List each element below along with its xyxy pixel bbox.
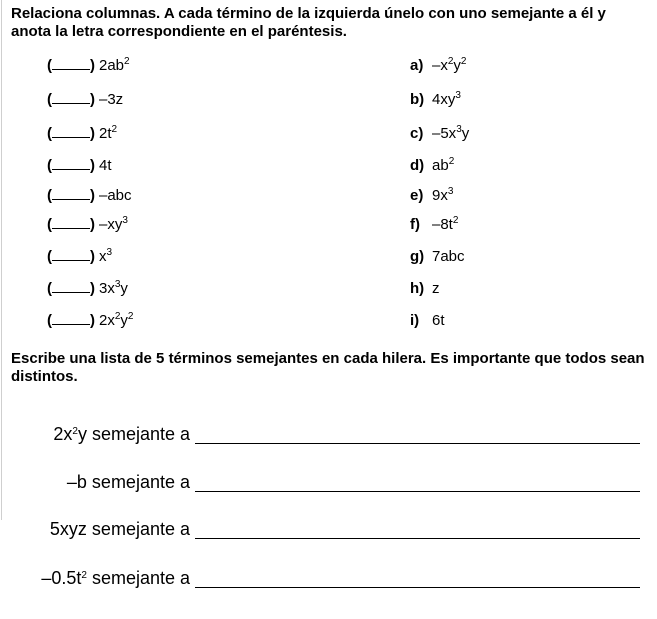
term-base: –abc	[99, 187, 132, 204]
option-text: y	[461, 125, 470, 142]
left-term-expression	[99, 91, 123, 108]
option-text: 6t	[432, 312, 445, 329]
match-row	[0, 280, 657, 300]
similar-terms-row	[0, 519, 657, 545]
answer-blank[interactable]	[52, 57, 90, 70]
similar-terms-label	[50, 519, 190, 540]
open-paren: (	[47, 216, 52, 233]
list-instructions: Escribe una lista de 5 términos semejantes en cada hilera. Es importante que todos sean distintos.	[11, 350, 645, 385]
open-paren: (	[47, 91, 52, 108]
option-letter: b)	[410, 91, 425, 108]
close-paren: )	[90, 248, 95, 265]
option-text: –8t	[432, 216, 453, 233]
left-term	[47, 157, 112, 174]
match-row	[0, 57, 657, 77]
left-term-expression	[99, 280, 128, 297]
left-term-expression	[99, 312, 133, 329]
option-text: –5x	[432, 125, 457, 142]
term-base: –xy	[99, 216, 123, 233]
answer-blank[interactable]	[52, 216, 90, 229]
open-paren: (	[47, 248, 52, 265]
option-exponent: 3	[447, 186, 454, 197]
right-option	[410, 187, 453, 204]
term-exponent: 3	[114, 279, 121, 290]
close-paren: )	[90, 280, 95, 297]
term-exponent: 3	[122, 215, 128, 226]
option-text: ab	[432, 157, 449, 174]
answer-blank[interactable]	[52, 280, 90, 293]
open-paren: (	[47, 157, 52, 174]
similar-terms-row	[0, 568, 657, 594]
option-letter: a)	[410, 57, 424, 74]
answer-line[interactable]	[195, 443, 640, 444]
option-exponent: 2	[460, 56, 467, 67]
right-option	[410, 280, 440, 297]
close-paren: )	[90, 312, 95, 329]
term-base: 3x	[99, 280, 115, 297]
match-row	[0, 125, 657, 145]
option-letter: g)	[410, 248, 425, 265]
close-paren: )	[90, 216, 95, 233]
label-text: 5xyz semejante a	[49, 519, 190, 539]
term-rest: y	[120, 280, 128, 297]
option-text: –x	[432, 57, 448, 74]
option-text: y	[453, 57, 461, 74]
close-paren: )	[90, 57, 95, 74]
close-paren: )	[90, 157, 95, 174]
right-option	[410, 312, 445, 329]
answer-blank[interactable]	[52, 248, 90, 261]
term-base: –3z	[99, 91, 124, 108]
term-base: 2t	[99, 125, 112, 142]
term-rest: y	[120, 312, 128, 329]
similar-terms-label	[41, 568, 190, 589]
match-row	[0, 187, 657, 207]
left-term-expression	[99, 157, 112, 174]
left-term	[47, 216, 128, 233]
open-paren: (	[47, 125, 52, 142]
option-exponent: 2	[452, 215, 459, 226]
match-row	[0, 312, 657, 332]
similar-terms-label	[53, 424, 190, 445]
left-term	[47, 125, 117, 142]
term-exponent: 2	[114, 311, 121, 322]
label-text: –b semejante a	[66, 472, 190, 492]
option-text: 4xy	[432, 91, 456, 108]
left-term	[47, 312, 133, 329]
option-exponent: 2	[447, 56, 454, 67]
answer-blank[interactable]	[52, 312, 90, 325]
left-term-expression	[99, 187, 132, 204]
left-term	[47, 187, 132, 204]
close-paren: )	[90, 187, 95, 204]
option-exponent: 2	[448, 156, 455, 167]
match-row	[0, 91, 657, 111]
open-paren: (	[47, 187, 52, 204]
label-exponent: 2	[72, 426, 78, 437]
label-text: 2x	[53, 424, 73, 444]
left-term-expression	[99, 57, 130, 74]
similar-terms-row	[0, 472, 657, 498]
term-exponent: 2	[111, 124, 118, 135]
similar-terms-label	[67, 472, 190, 493]
option-text: 9x	[432, 187, 448, 204]
answer-blank[interactable]	[52, 91, 90, 104]
answer-blank[interactable]	[52, 125, 90, 138]
answer-blank[interactable]	[52, 187, 90, 200]
right-option	[410, 125, 469, 142]
right-option	[410, 216, 458, 233]
similar-terms-row	[0, 424, 657, 450]
term-base: 2x	[99, 312, 115, 329]
term-exponent: 3	[106, 247, 113, 258]
right-option	[410, 157, 454, 174]
answer-line[interactable]	[195, 538, 640, 539]
left-term	[47, 57, 130, 74]
close-paren: )	[90, 125, 95, 142]
right-option	[410, 248, 465, 265]
option-letter: i)	[410, 312, 420, 329]
term-base: x	[99, 248, 107, 265]
option-letter: d)	[410, 157, 425, 174]
left-term-expression	[99, 216, 128, 233]
right-option	[410, 57, 466, 74]
label-text: semejante a	[86, 568, 190, 588]
answer-line[interactable]	[195, 587, 640, 588]
match-row	[0, 157, 657, 177]
left-term	[47, 248, 112, 265]
answer-line[interactable]	[195, 491, 640, 492]
term-exponent: 2	[124, 56, 130, 67]
right-option	[410, 91, 461, 108]
option-exponent: 3	[455, 90, 461, 101]
left-term-expression	[99, 125, 117, 142]
match-row	[0, 216, 657, 236]
open-paren: (	[47, 280, 52, 297]
label-text: y semejante a	[77, 424, 190, 444]
option-letter: h)	[410, 280, 425, 297]
option-letter: e)	[410, 187, 424, 204]
open-paren: (	[47, 57, 52, 74]
term-base: 4t	[99, 157, 112, 174]
option-text: 7abc	[432, 248, 465, 265]
answer-blank[interactable]	[52, 157, 90, 170]
left-term	[47, 91, 123, 108]
option-letter: c)	[410, 125, 424, 142]
left-term-expression	[99, 248, 112, 265]
term-exponent: 2	[127, 311, 134, 322]
option-exponent: 3	[456, 124, 462, 135]
term-base: 2ab	[99, 57, 125, 74]
option-letter: f)	[410, 216, 420, 233]
matching-instructions: Relaciona columnas. A cada término de la izquierda únelo con uno semejante a él y anota la letra correspondiente en el paréntesis.	[11, 5, 606, 40]
close-paren: )	[90, 91, 95, 108]
left-term	[47, 280, 128, 297]
match-row	[0, 248, 657, 268]
option-text: z	[432, 280, 440, 297]
label-exponent: 2	[81, 570, 87, 581]
label-text: –0.5t	[41, 568, 82, 588]
open-paren: (	[47, 312, 52, 329]
